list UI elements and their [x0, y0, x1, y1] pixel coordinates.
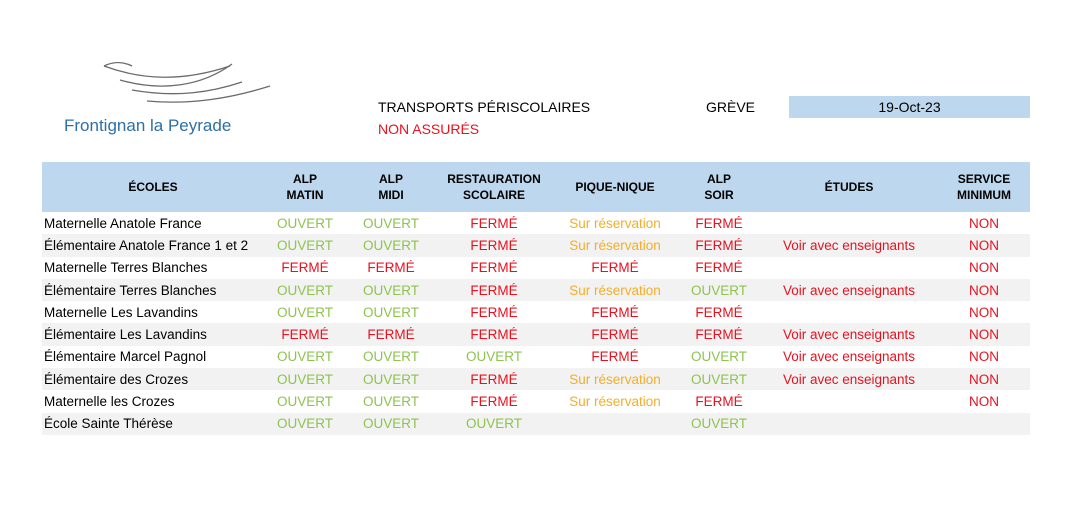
school-name-cell: Maternelle Les Lavandins [44, 304, 198, 320]
status-cell: FERMÉ [695, 260, 743, 276]
status-cell: FERMÉ [281, 260, 329, 276]
status-cell: Sur réservation [569, 394, 661, 410]
table-row [42, 257, 1030, 279]
status-cell: FERMÉ [367, 260, 415, 276]
school-name-cell: Élémentaire Marcel Pagnol [44, 349, 207, 365]
status-cell: OUVERT [276, 304, 333, 320]
status-cell: NON [938, 279, 1030, 301]
status-cell: OUVERT [436, 413, 552, 435]
column-header-line1: ÉTUDES [824, 180, 874, 194]
column-header-line2: MIDI [378, 188, 404, 202]
status-cell [552, 413, 678, 435]
table-row [42, 368, 1030, 390]
status-cell: NON [969, 349, 999, 365]
status-cell: Voir avec enseignants [760, 279, 938, 301]
status-cell: OUVERT [276, 394, 333, 410]
column-header [938, 162, 1030, 212]
status-cell: FERMÉ [591, 260, 639, 276]
status-cell: FERMÉ [591, 349, 639, 365]
status-cell: OUVERT [362, 304, 419, 320]
column-header [678, 162, 760, 212]
status-cell: Voir avec enseignants [760, 234, 938, 256]
school-name-cell: Élémentaire Les Lavandins [42, 323, 264, 345]
status-cell: FERMÉ [264, 323, 346, 345]
table-row [42, 212, 1030, 234]
status-cell: OUVERT [264, 279, 346, 301]
status-cell: OUVERT [362, 394, 419, 410]
school-name-cell: Élémentaire Terres Blanches [42, 279, 264, 301]
status-cell [760, 301, 938, 323]
status-cell: OUVERT [346, 368, 436, 390]
status-cell: OUVERT [264, 413, 346, 435]
table-row [42, 346, 1030, 368]
status-cell: OUVERT [346, 234, 436, 256]
table-row [42, 323, 1030, 345]
column-header [346, 162, 436, 212]
table-row [42, 301, 1030, 323]
status-cell: FERMÉ [678, 323, 760, 345]
status-cell: Voir avec enseignants [782, 349, 916, 365]
status-cell: OUVERT [465, 349, 522, 365]
column-header [264, 162, 346, 212]
wave-logo-icon [102, 58, 282, 113]
table-body [42, 212, 1030, 435]
status-cell: FERMÉ [470, 260, 518, 276]
status-cell: Sur réservation [552, 279, 678, 301]
status-cell: OUVERT [362, 215, 419, 231]
column-header-line1: PIQUE-NIQUE [575, 180, 655, 194]
table-row [42, 234, 1030, 256]
status-cell: FERMÉ [436, 323, 552, 345]
status-cell: OUVERT [276, 349, 333, 365]
status-cell: OUVERT [346, 413, 436, 435]
status-cell: NON [969, 304, 999, 320]
status-cell: FERMÉ [346, 323, 436, 345]
column-header-line2: SOIR [704, 188, 734, 202]
column-header-line1: ALP [293, 172, 317, 186]
column-header-line1: RESTAURATION [447, 172, 541, 186]
status-cell: OUVERT [346, 279, 436, 301]
status-cell: Voir avec enseignants [760, 368, 938, 390]
status-cell: Sur réservation [552, 368, 678, 390]
date-cell: 19-Oct-23 [789, 96, 1030, 118]
column-header [436, 162, 552, 212]
table-row [42, 390, 1030, 412]
status-cell [938, 413, 1030, 435]
column-header-line1: ALP [379, 172, 403, 186]
column-header [552, 162, 678, 212]
title-transports: TRANSPORTS PÉRISCOLAIRES [378, 99, 591, 115]
status-cell: FERMÉ [695, 394, 743, 410]
status-cell: NON [938, 323, 1030, 345]
status-cell: NON [938, 368, 1030, 390]
column-header-line2: MINIMUM [957, 188, 1011, 202]
schools-table [42, 162, 1030, 435]
school-name-cell: École Sainte Thérèse [42, 413, 264, 435]
status-cell: Sur réservation [569, 215, 661, 231]
status-cell: OUVERT [264, 368, 346, 390]
status-cell: OUVERT [678, 368, 760, 390]
status-cell: FERMÉ [695, 215, 743, 231]
status-cell: FERMÉ [591, 304, 639, 320]
school-name-cell: Maternelle les Crozes [44, 394, 175, 410]
column-header-line2: MATIN [286, 188, 324, 202]
status-cell [760, 390, 938, 412]
table-row [42, 413, 1030, 435]
status-cell: OUVERT [264, 234, 346, 256]
status-cell: FERMÉ [470, 304, 518, 320]
column-header [42, 162, 264, 212]
status-cell: FERMÉ [436, 234, 552, 256]
status-cell [760, 212, 938, 234]
status-cell [760, 257, 938, 279]
column-header-line1: ALP [707, 172, 731, 186]
status-cell: FERMÉ [552, 323, 678, 345]
status-cell: NON [969, 215, 999, 231]
status-cell: OUVERT [678, 413, 760, 435]
table-header-row [42, 162, 1030, 212]
status-cell: OUVERT [362, 349, 419, 365]
status-cell: OUVERT [276, 215, 333, 231]
status-cell: FERMÉ [436, 279, 552, 301]
logo [62, 58, 282, 138]
column-header-line2: SCOLAIRE [462, 188, 525, 202]
status-cell [760, 413, 938, 435]
status-cell: Voir avec enseignants [760, 323, 938, 345]
status-cell: FERMÉ [470, 394, 518, 410]
school-name-cell: Élémentaire des Crozes [42, 368, 264, 390]
status-cell: NON [969, 394, 999, 410]
table-row [42, 279, 1030, 301]
logo-text: Frontignan la Peyrade [64, 116, 232, 135]
status-cell: OUVERT [690, 349, 747, 365]
school-name-cell: Maternelle Anatole France [44, 215, 202, 231]
greve-label: GRÈVE [706, 99, 756, 115]
school-name-cell: Maternelle Terres Blanches [44, 260, 208, 276]
status-cell: FERMÉ [470, 215, 518, 231]
title-non-assures: NON ASSURÉS [378, 121, 480, 137]
status-cell: NON [938, 234, 1030, 256]
column-header-line1: ÉCOLES [128, 180, 178, 194]
status-cell: FERMÉ [678, 234, 760, 256]
status-cell: FERMÉ [436, 368, 552, 390]
status-cell: Sur réservation [552, 234, 678, 256]
status-cell: OUVERT [678, 279, 760, 301]
status-cell: NON [969, 260, 999, 276]
school-name-cell: Élémentaire Anatole France 1 et 2 [42, 234, 264, 256]
status-cell: FERMÉ [695, 304, 743, 320]
column-header [760, 162, 938, 212]
column-header-line1: SERVICE [957, 172, 1011, 186]
